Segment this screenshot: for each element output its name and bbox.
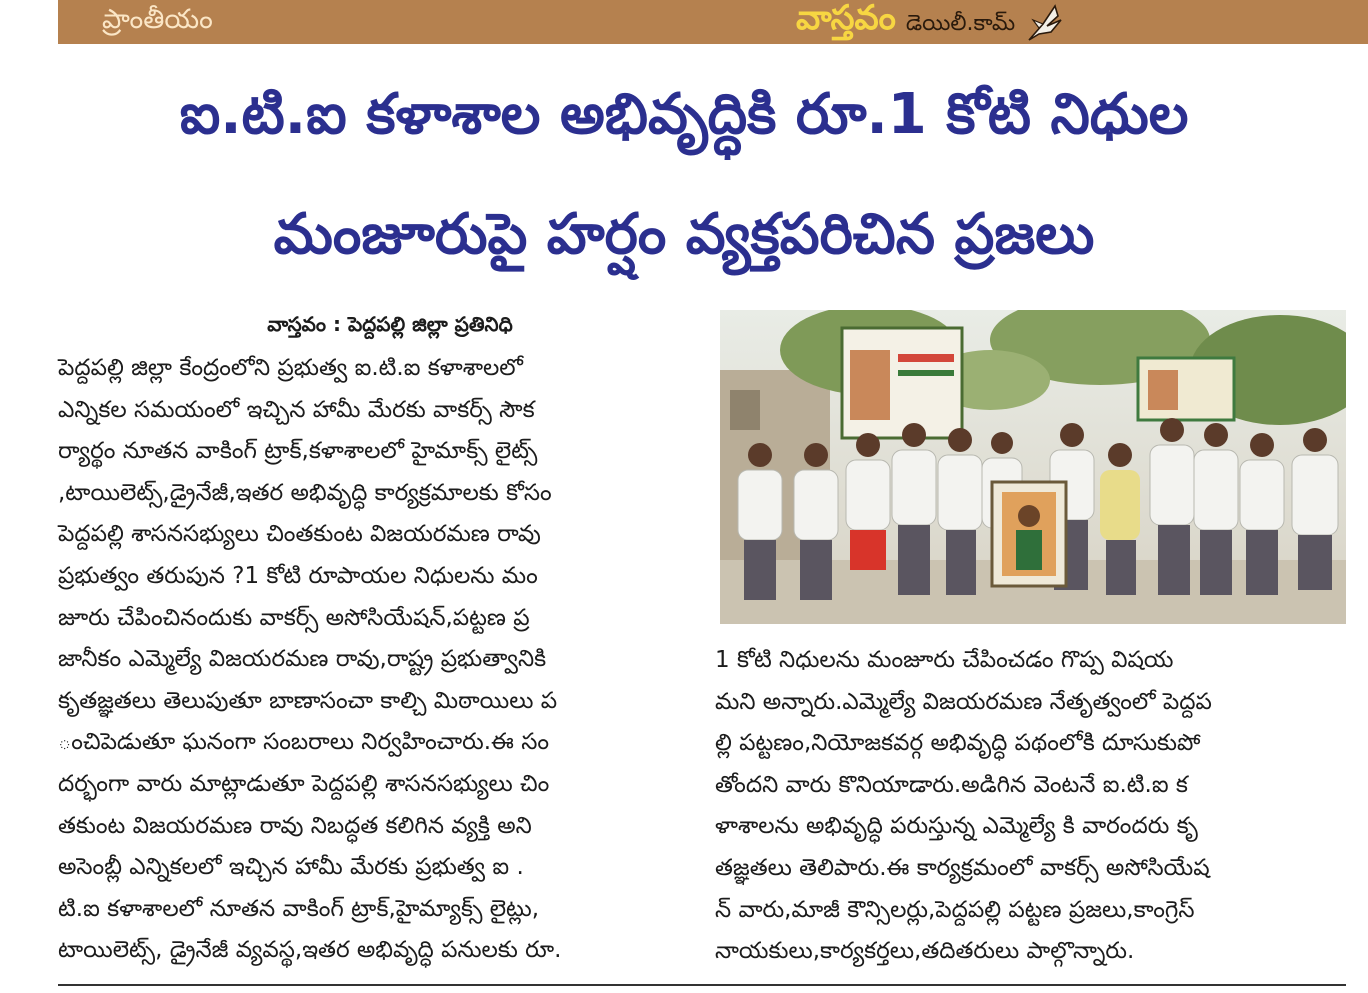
bottom-divider [58,984,1346,986]
text-line: ,టాయిలెట్స్,డ్రైనేజీ,ఇతర అభివృద్ధి కార్యక్రమాలకు కోసం [58,479,552,506]
text-line: కృతజ్ఞతలు తెలుపుతూ బాణాసంచా కాల్చి మిఠాయిలు ప [58,687,558,714]
text-line: న్ వారు,మాజీ కౌన్సిలర్లు,పెద్దపల్లి పట్టణ ప్రజలు,కాంగ్రెస్ [715,896,1195,923]
text-line: ప్రభుత్వం తరుపున ?1 కోటి రూపాయల నిధులను మం [58,562,538,589]
text-line: ంచిపెడుతూ ఘనంగా సంబరాలు నిర్వహించారు.ఈ సం [58,729,550,756]
text-line: 1 కోటి నిధులను మంజూరు చేపించడం గొప్ప విషయ [715,647,1174,673]
text-line: తజ్ఞతలు తెలిపారు.ఈ కార్యక్రమంలో వాకర్స్ అసోసియేష [715,854,1210,881]
bird-icon [1025,2,1063,42]
article-column-1 [58,348,688,972]
section-label: ప్రాంతీయం [102,4,213,35]
news-photo [720,310,1346,624]
text-line: జూరు చేపించినందుకు వాకర్స్ అసోసియేషన్,పట్టణ ప్ర [58,604,530,631]
text-line: దర్భంగా వారు మాట్లాడుతూ పెద్దపల్లి శాసనసభ్యులు చిం [58,770,550,797]
brand-logo [796,0,1063,44]
text-line: టి.ఐ కళాశాలలో నూతన వాకింగ్ ట్రాక్,హైమ్యాక్స్ లైట్లు, [58,895,540,922]
article-column-2 [715,640,1345,973]
text-line: పెద్దపల్లి శాసనసభ్యులు చింతకుంట విజయరమణ రావు [58,521,541,548]
text-line: తోందని వారు కొనియాడారు.అడిగిన వెంటనే ఐ.టి.ఐ క [715,771,1188,798]
text-line: నాయకులు,కార్యకర్తలు,తదితరులు పాల్గొన్నారు. [715,938,1135,965]
headline-line-1: ఐ.టి.ఐ కళాశాల అభివృద్ధికి రూ.1 కోటి నిధుల [179,82,1189,147]
text-line: ఎన్నికల సమయంలో ఇచ్చిన హామీ మేరకు వాకర్స్ సౌక [58,396,535,423]
text-line: ళాశాలను అభివృద్ధి పరుస్తున్న ఎమ్మెల్యే కి వారందరు కృ [715,813,1198,840]
text-line: మని అన్నారు.ఎమ్మెల్యే విజయరమణ నేతృత్వంలో పెద్దప [715,688,1212,715]
text-line: ర్యార్థం నూతన వాకింగ్ ట్రాక్,కళాశాలలో హైమాక్స్ లైట్స్ [58,438,538,465]
group-photo-illustration [720,310,1346,624]
text-line: పెద్దపల్లి జిల్లా కేంద్రంలోని ప్రభుత్వ ఐ.టి.ఐ కళాశాలలో [58,355,523,381]
text-line: టాయిలెట్స్, డ్రైనేజీ వ్యవస్థ,ఇతర అభివృద్ధి పనులకు రూ. [58,937,562,964]
byline: వాస్తవం : పెద్దపల్లి జిల్లా ప్రతినిధి [267,312,513,336]
section-header-bar [58,0,1368,44]
text-line: జానీకం ఎమ్మెల్యే విజయరమణ రావు,రాష్ట్ర ప్రభుత్వానికి [58,646,547,673]
text-line: తకుంట విజయరమణ రావు నిబద్ధత కలిగిన వ్యక్తి అని [58,812,532,839]
text-line: అసెంబ్లీ ఎన్నికలలో ఇచ్చిన హామీ మేరకు ప్రభుత్వ ఐ . [58,854,524,881]
brand-name: వాస్తవం [796,0,896,38]
headline-line-2: మంజూరుపై హర్షం వ్యక్తపరిచిన ప్రజలు [273,202,1095,267]
text-line: ల్లి పట్టణం,నియోజకవర్గ అభివృద్ధి పథంలోకి దూసుకుపో [715,730,1201,757]
brand-domain: డెయిలీ.కామ్ [905,11,1016,36]
